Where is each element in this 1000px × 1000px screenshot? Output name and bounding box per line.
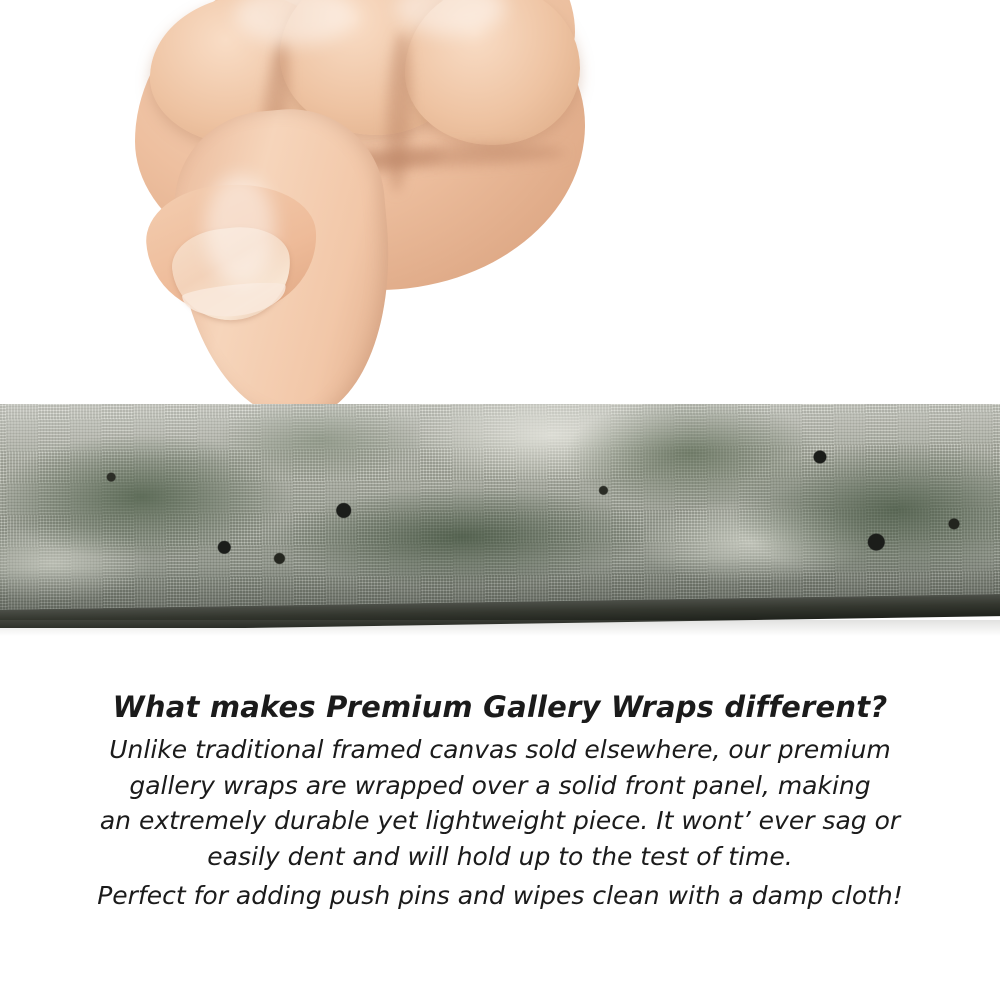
caption-block [0, 690, 1000, 914]
drop-shadow [0, 620, 1000, 636]
caption-line-4: easily dent and will hold up to the test of time. [207, 841, 793, 871]
skin-highlight [205, 175, 275, 285]
caption-line-2: gallery wraps are wrapped over a solid front panel, making [129, 770, 871, 800]
caption-line-5: Perfect for adding push pins and wipes clean with a damp cloth! [97, 881, 903, 910]
caption-line-1: Unlike traditional framed canvas sold elsewhere, our premium [109, 735, 891, 764]
canvas-printed-surface [0, 404, 1000, 616]
caption-line-3: an extremely durable yet lightweight piece. It wont’ ever sag or [99, 806, 901, 835]
caption-heading: What makes Premium Gallery Wraps different? [112, 690, 888, 724]
hand-illustration [95, 0, 615, 430]
canvas-wrap-edge-strip [0, 404, 1000, 628]
